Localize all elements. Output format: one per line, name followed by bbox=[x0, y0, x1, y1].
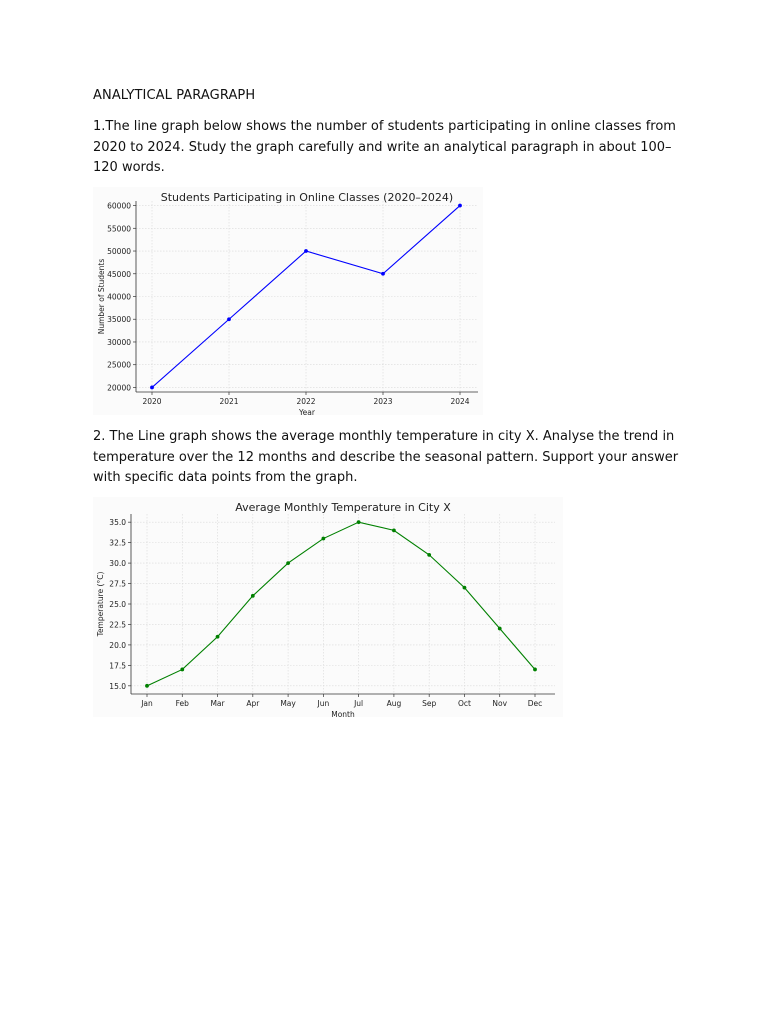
x-tick-label: Nov bbox=[492, 699, 508, 708]
x-tick-label: Apr bbox=[246, 699, 260, 708]
x-tick-label: May bbox=[280, 699, 296, 708]
x-tick-label: Dec bbox=[527, 699, 543, 708]
y-tick-label: 35.0 bbox=[109, 518, 126, 528]
data-point bbox=[180, 668, 184, 672]
y-tick-label: 40000 bbox=[107, 292, 131, 302]
y-tick-label: 55000 bbox=[107, 224, 131, 234]
y-tick-label: 15.0 bbox=[109, 681, 126, 691]
x-tick-label: 2020 bbox=[142, 397, 162, 406]
chart-background bbox=[93, 187, 483, 415]
data-point bbox=[304, 249, 308, 253]
students-line-chart bbox=[93, 187, 483, 415]
x-tick-label: 2024 bbox=[450, 397, 470, 406]
data-point bbox=[381, 272, 385, 276]
y-tick-label: 22.5 bbox=[109, 620, 126, 630]
question-1-text: 1.The line graph below shows the number of students participating in online classes from 2020 to 2024. Study the graph carefully and write an analytical paragraph in about 100–120 words. bbox=[93, 119, 676, 175]
x-tick-label: Jun bbox=[317, 699, 330, 708]
x-tick-label: 2023 bbox=[373, 397, 393, 406]
x-tick-label: Mar bbox=[210, 699, 225, 708]
data-point bbox=[145, 684, 149, 688]
x-tick-label: 2022 bbox=[296, 397, 316, 406]
y-tick-label: 25000 bbox=[107, 360, 131, 370]
x-axis-label: Year bbox=[299, 408, 315, 415]
y-tick-label: 30000 bbox=[107, 337, 131, 347]
data-point bbox=[357, 520, 361, 524]
y-axis-label: Temperature (°C) bbox=[96, 571, 105, 637]
data-point bbox=[392, 528, 396, 532]
chart-title: Average Monthly Temperature in City X bbox=[235, 501, 451, 514]
y-tick-label: 45000 bbox=[107, 269, 131, 279]
data-point bbox=[216, 635, 220, 639]
y-tick-label: 25.0 bbox=[109, 600, 126, 609]
x-tick-label: Aug bbox=[386, 699, 402, 708]
page-heading: ANALYTICAL PARAGRAPH bbox=[93, 88, 256, 103]
y-tick-label: 27.5 bbox=[109, 579, 126, 589]
x-tick-label: Oct bbox=[457, 699, 471, 708]
y-tick-label: 20.0 bbox=[109, 640, 126, 650]
chart-title: Students Participating in Online Classes (2020–2024) bbox=[160, 191, 454, 204]
data-point bbox=[321, 537, 325, 541]
data-point bbox=[427, 553, 431, 557]
y-tick-label: 20000 bbox=[107, 383, 131, 393]
x-tick-label: Jul bbox=[354, 699, 364, 708]
x-tick-label: Feb bbox=[175, 699, 189, 708]
data-point bbox=[533, 668, 537, 672]
data-point bbox=[150, 386, 154, 390]
x-tick-label: Jan bbox=[141, 699, 153, 708]
y-tick-label: 30.0 bbox=[109, 559, 126, 569]
data-point bbox=[251, 594, 255, 598]
question-2-text: 2. The Line graph shows the average monthly temperature in city X. Analyse the trend in temperature over the 12 months and describe the seasonal pattern. Support your answer with specific data points from the graph. bbox=[93, 429, 679, 485]
y-tick-label: 60000 bbox=[107, 201, 131, 211]
y-tick-label: 32.5 bbox=[109, 538, 126, 548]
data-point bbox=[498, 627, 502, 631]
y-axis-label: Number of Students bbox=[97, 258, 106, 335]
y-tick-label: 35000 bbox=[107, 315, 131, 325]
x-tick-label: Sep bbox=[422, 699, 437, 708]
x-tick-label: 2021 bbox=[219, 397, 239, 406]
data-point bbox=[463, 586, 467, 590]
data-point bbox=[227, 317, 231, 321]
chart-background bbox=[93, 497, 563, 717]
data-point bbox=[458, 204, 462, 208]
data-point bbox=[286, 561, 290, 565]
x-axis-label: Month bbox=[331, 710, 355, 717]
temperature-line-chart bbox=[93, 497, 563, 717]
y-tick-label: 17.5 bbox=[109, 661, 126, 671]
y-tick-label: 50000 bbox=[107, 247, 131, 257]
